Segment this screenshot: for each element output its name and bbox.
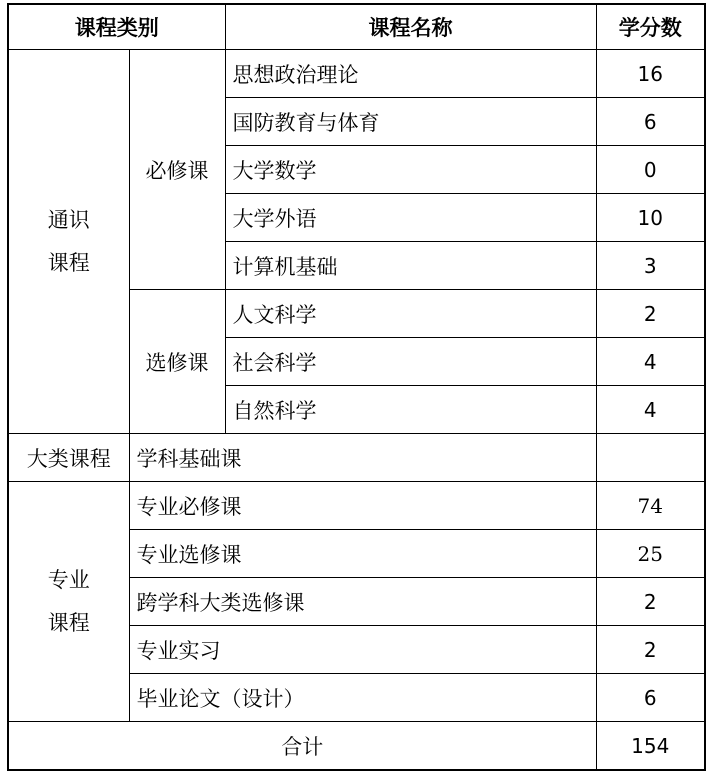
course-name: 大学外语 bbox=[225, 194, 596, 242]
course-credits bbox=[596, 434, 705, 482]
course-name: 人文科学 bbox=[225, 290, 596, 338]
course-credits: 0 bbox=[596, 146, 705, 194]
table-row bbox=[8, 482, 705, 530]
course-name: 专业选修课 bbox=[129, 530, 596, 578]
table-row bbox=[8, 434, 705, 482]
course-credits: 10 bbox=[596, 194, 705, 242]
total-row bbox=[8, 722, 705, 771]
general-category-line1: 通识 bbox=[47, 207, 90, 232]
course-name: 计算机基础 bbox=[225, 242, 596, 290]
course-credits: 2 bbox=[596, 290, 705, 338]
header-course-name: 课程名称 bbox=[225, 4, 596, 50]
broad-category-cell: 大类课程 bbox=[8, 434, 129, 482]
course-name: 社会科学 bbox=[225, 338, 596, 386]
header-credits: 学分数 bbox=[596, 4, 705, 50]
course-credits: 4 bbox=[596, 386, 705, 434]
course-credits: 2 bbox=[596, 626, 705, 674]
course-name: 专业必修课 bbox=[129, 482, 596, 530]
course-credits: 6 bbox=[596, 674, 705, 722]
course-credits: 74 bbox=[596, 482, 705, 530]
general-category-cell bbox=[8, 50, 129, 434]
general-elective-label: 选修课 bbox=[129, 290, 225, 434]
course-name: 跨学科大类选修课 bbox=[129, 578, 596, 626]
major-category-line2: 课程 bbox=[47, 610, 90, 635]
course-name: 毕业论文（设计） bbox=[129, 674, 596, 722]
course-name: 专业实习 bbox=[129, 626, 596, 674]
course-credits: 2 bbox=[596, 578, 705, 626]
credit-table bbox=[7, 3, 706, 771]
general-required-label: 必修课 bbox=[129, 50, 225, 290]
course-credits: 3 bbox=[596, 242, 705, 290]
header-category: 课程类别 bbox=[8, 4, 225, 50]
course-name: 自然科学 bbox=[225, 386, 596, 434]
course-name: 学科基础课 bbox=[129, 434, 596, 482]
credit-table-container bbox=[7, 3, 706, 771]
major-category-cell bbox=[8, 482, 129, 722]
course-credits: 6 bbox=[596, 98, 705, 146]
course-credits: 25 bbox=[596, 530, 705, 578]
general-category-line2: 课程 bbox=[47, 250, 90, 275]
total-credits: 154 bbox=[596, 722, 705, 771]
course-credits: 4 bbox=[596, 338, 705, 386]
table-row bbox=[8, 50, 705, 98]
course-name: 思想政治理论 bbox=[225, 50, 596, 98]
course-name: 国防教育与体育 bbox=[225, 98, 596, 146]
total-label: 合计 bbox=[8, 722, 596, 771]
major-category-line1: 专业 bbox=[47, 567, 90, 592]
course-credits: 16 bbox=[596, 50, 705, 98]
header-row bbox=[8, 4, 705, 50]
course-name: 大学数学 bbox=[225, 146, 596, 194]
